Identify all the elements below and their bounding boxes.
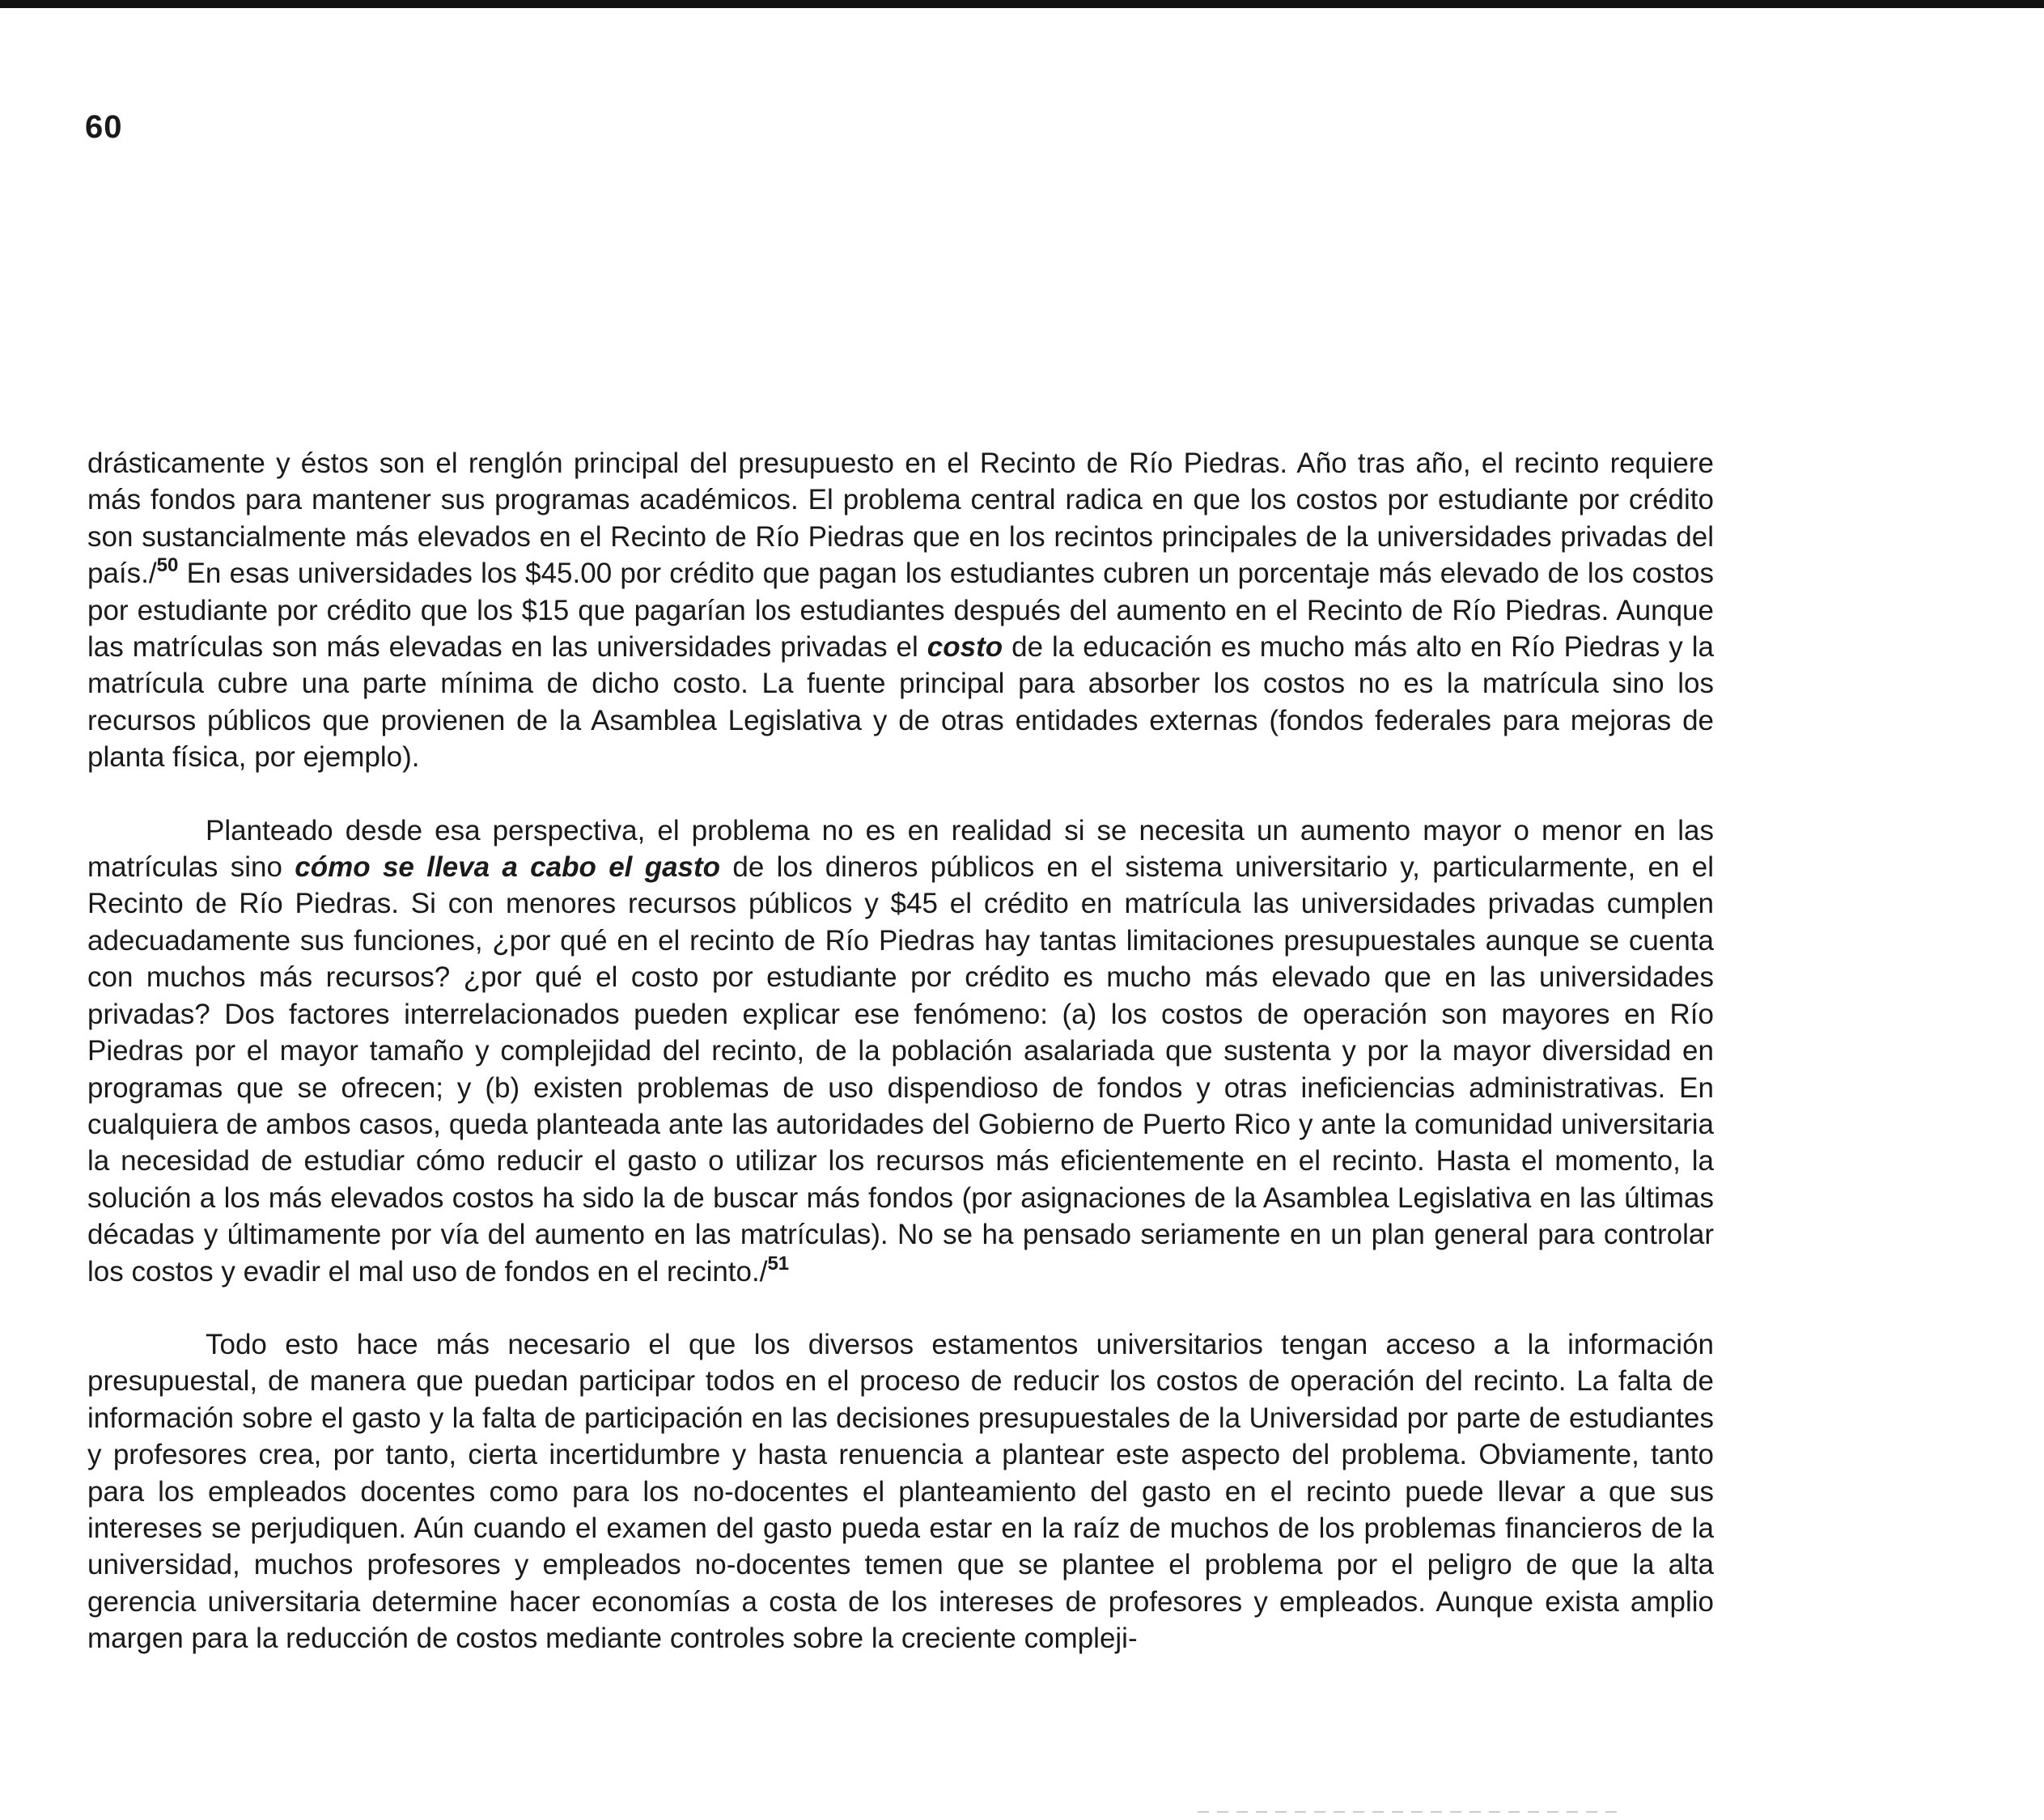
paragraph-text: En esas universidades los $45.00 por crédito que pagan los estudiantes cubren un porcentaje más elevado de los costos por estudiante por crédito que los $15 que pagarían los estudiantes después del aumento en el Recinto de Río Piedras. Aunque las matrículas son más elevadas en las universidades privadas el — [87, 558, 1714, 664]
paragraph-text: Todo esto hace más necesario el que los diversos estamentos universitarios tengan acceso a la información presupuestal, de manera que puedan participar todos en el proceso de reducir los costos de operación del recinto. La falta de información sobre el gasto y la falta de participación en las decisiones presupuestales de la Universidad por parte de estudiantes y profesores crea, por tanto, cierta incertidumbre y hasta renuencia a plantear este aspecto del problema. Obviamente, tanto para los empleados docentes como para los no-docentes el planteamiento del gasto en el recinto puede llevar a que sus intereses se perjudiquen. Aún cuando el examen del gasto pueda estar en la raíz de muchos de los problemas financieros de la universidad, muchos profesores y empleados no-docentes temen que se plantee el problema por el peligro de que la alta gerencia universitaria determine hacer economías a costa de los intereses de profesores y empleados. Aunque exista amplio margen para la reducción de costos mediante controles sobre la creciente compleji- — [87, 1328, 1714, 1655]
body-text — [87, 445, 1714, 1694]
paragraph-text: drásticamente y éstos son el renglón principal del presupuesto en el Recinto de Río Piedras. Año tras año, el recinto requiere más fondos para mantener sus programas académicos. El problema central radica en que los costos por estudiante por crédito son sustancialmente más elevados en el Recinto de Río Piedras que en los recintos principales de la universidades privadas del país./ — [87, 448, 1714, 590]
footnote-marker-50: 50 — [156, 554, 179, 577]
emphasis-costo: costo — [927, 631, 1003, 664]
footnote-marker-51: 51 — [767, 1252, 790, 1275]
paragraph-text: de la educación es mucho más alto en Río Piedras y la matrícula cubre una parte mínima de dicho costo. La fuente principal para absorber los costos no es la matrícula sino los recursos públicos que provienen de la Asamblea Legislativa y de otras entidades externas (fondos federales para mejoras de planta física, por ejemplo). — [87, 631, 1714, 774]
paragraph-text: Planteado desde esa perspectiva, el problema no es en realidad si se necesita un aumento mayor o menor en las matrículas sino — [87, 814, 1714, 884]
bottom-scan-artifact — [1198, 1811, 1618, 1813]
paragraph-3 — [87, 1326, 1714, 1657]
page-number: 60 — [85, 109, 123, 145]
paragraph-text: de los dineros públicos en el sistema universitario y, particularmente, en el Recinto de Río Piedras. Si con menores recursos públicos y $45 el crédito en matrícula las universidades privadas cumplen adecuadamente sus funciones, ¿por qué en el recinto de Río Piedras hay tantas limitaciones presupuestales aunque se cuenta con muchos más recursos? ¿por qué el costo por estudiante por crédito es mucho más elevado que en las universidades privadas? Dos factores interrelacionados pueden explicar ese fenómeno: (a) los costos de operación son mayores en Río Piedras por el mayor tamaño y complejidad del recinto, de la población asalariada que sustenta y por la mayor diversidad en programas que se ofrecen; y (b) existen problemas de uso dispendioso de fondos y otras ineficiencias administrativas. En cualquiera de ambos casos, queda planteada ante las autoridades del Gobierno de Puerto Rico y ante la comunidad universitaria la necesidad de estudiar cómo reducir el gasto o utilizar los recursos más eficientemente en el recinto. Hasta el momento, la solución a los más elevados costos ha sido la de buscar más fondos (por asignaciones de la Asamblea Legislativa en las últimas décadas y últimamente por vía del aumento en las matrículas). No se ha pensado seriamente en un plan general para controlar los costos y evadir el mal uso de fondos en el recinto./ — [87, 851, 1714, 1288]
paragraph-2 — [87, 812, 1714, 1290]
paragraph-1 — [87, 445, 1714, 776]
emphasis-gasto: cómo se lleva a cabo el gasto — [295, 851, 721, 884]
top-scan-edge — [0, 0, 2044, 8]
